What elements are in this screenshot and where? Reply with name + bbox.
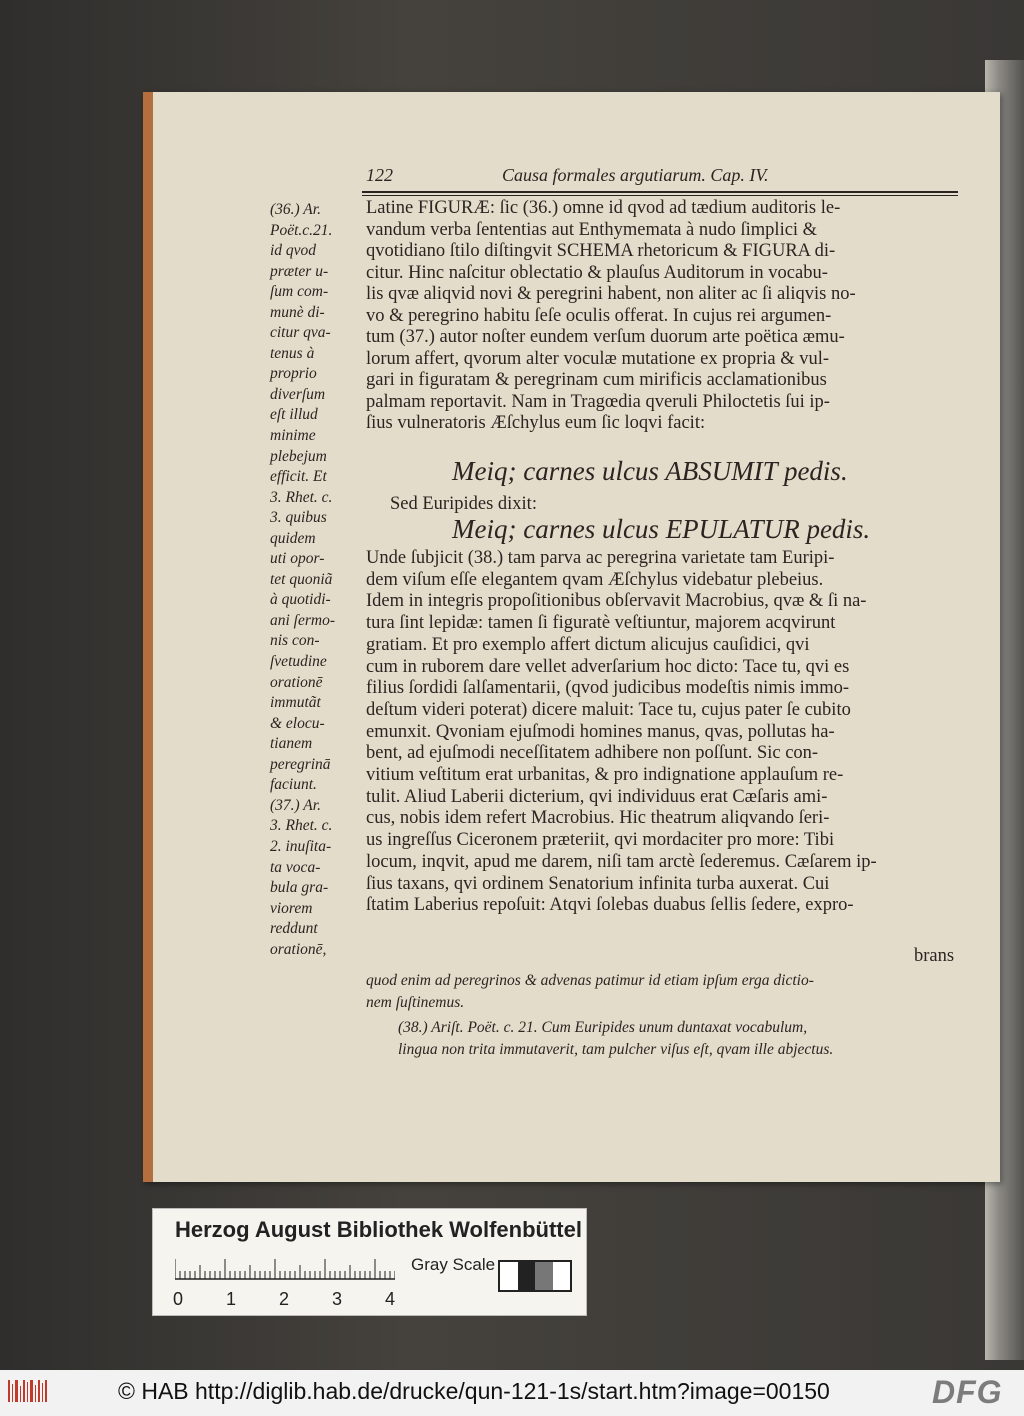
body-line: ſius vulneratoris Æſchylus eum ſic loqvi facit: bbox=[366, 413, 706, 433]
body-line: vandum verba ſententias aut Enthymemata à nudo ſimplici & bbox=[366, 219, 818, 240]
library-card bbox=[152, 1208, 587, 1316]
margin-note-line: diverſum bbox=[270, 385, 326, 403]
ruler-number: 1 bbox=[226, 1289, 237, 1309]
margin-note-line: viorem bbox=[270, 899, 313, 917]
margin-note-line: tenus à bbox=[270, 344, 315, 362]
margin-note-line: immutãt bbox=[270, 694, 321, 712]
body-text-2 bbox=[366, 548, 958, 917]
transition-line: Sed Euripides dixit: bbox=[390, 494, 537, 514]
footnote-line: (38.) Ariſt. Poët. c. 21. Cum Euripides unum duntaxat vocabulum, bbox=[398, 1019, 808, 1036]
body-line: tura ſint lepidæ: tamen ſi figuratè veſtiuntur, majorem acqvirunt bbox=[366, 613, 836, 634]
footnote-line: lingua non trita immutaverit, tam pulcher viſus eſt, qvam ille abjectus. bbox=[398, 1041, 834, 1058]
body-line: us ingreſſus Ciceronem præteriit, qvi mordaciter pro more: Tibi bbox=[366, 830, 835, 851]
margin-note-line: ta voca- bbox=[270, 858, 321, 876]
body-line: locum, inqvit, apud me darem, niſi tam arctè ſederemus. Cæſarem ip- bbox=[366, 851, 877, 872]
footnote-38 bbox=[398, 1017, 990, 1061]
margin-note-line: 2. inuſita- bbox=[270, 837, 332, 855]
margin-note-line: 3. Rhet. c. bbox=[270, 488, 333, 506]
body-line: vitium veſtitum erat urbanitas, & pro indignatione applauſum re- bbox=[366, 765, 844, 786]
margin-note-line: tet quoniã bbox=[270, 570, 333, 588]
margin-note-line: reddunt bbox=[270, 920, 318, 938]
margin-note-line: præter u- bbox=[270, 262, 329, 280]
ruler-number: 4 bbox=[385, 1289, 396, 1309]
quote-1: Meiq; carnes ulcus ABSUMIT pedis. bbox=[452, 456, 848, 486]
margin-note-line: orationē, bbox=[270, 940, 327, 958]
body-line: cus, nobis idem refert Macrobius. Hic theatrum aliqvando ſeri- bbox=[366, 808, 830, 829]
footnote-line: nem ſuſtinemus. bbox=[366, 994, 465, 1011]
margin-note-line: & elocu- bbox=[270, 714, 325, 732]
margin-note-line: munè di- bbox=[270, 303, 325, 321]
body-line: qvotidiano ſtilo diſtingvit SCHEMA rhetoricum & FIGURA di- bbox=[366, 241, 836, 261]
body-line: gari in figuratam & peregrinam cum mirificis acclamationibus bbox=[366, 370, 827, 390]
body-line: tum (37.) autor noſter eundem verſum duorum arte poëtica æmu- bbox=[366, 327, 845, 347]
margin-note-line: plebejum bbox=[270, 447, 327, 465]
ruler-number: 0 bbox=[173, 1289, 184, 1309]
body-line: Unde ſubjicit (38.) tam parva ac peregrina varietate tam Euripi- bbox=[366, 548, 835, 568]
margin-note-line: nis con- bbox=[270, 632, 320, 650]
body-line: ſius taxans, qvi ordinem Senatorium infinita turba auxerat. Cui bbox=[366, 873, 830, 894]
quote-2: Meiq; carnes ulcus EPULATUR pedis. bbox=[452, 514, 871, 544]
margin-note-line: 3. quibus bbox=[270, 509, 327, 527]
barcode-icon bbox=[8, 1378, 48, 1404]
body-line: Idem in integris propoſitionibus obſervavit Macrobius, qvæ & ſi na- bbox=[366, 591, 867, 612]
margin-note-line: peregrinā bbox=[270, 755, 331, 773]
body-line: filius ſordidi ſalſamentarii, (qvod judicibus modeſtis nimis immo- bbox=[366, 678, 850, 699]
margin-note-line: id qvod bbox=[270, 242, 317, 260]
body-line: cum in ruborem dare vellet adverſarium hoc dicto: Tace tu, qvi es bbox=[366, 656, 850, 677]
body-line: dem viſum eſſe elegantem qvam Æſchylus videbatur plebeius. bbox=[366, 569, 824, 590]
page-number: 122 bbox=[366, 165, 393, 185]
body-line: citur. Hinc naſcitur oblectatio & plauſus Auditorum in vocabu- bbox=[366, 262, 828, 283]
margin-note-line: ani ſermo- bbox=[270, 611, 336, 629]
body-line: ſtatim Laberius repoſuit: Atqvi ſolebas duabus ſellis ſedere, expro- bbox=[366, 895, 854, 916]
margin-note-line: Poët.c.21. bbox=[270, 221, 333, 239]
margin-note-line: (37.) Ar. bbox=[270, 796, 321, 814]
margin-note-line: bula gra- bbox=[270, 879, 329, 897]
dfg-logo: DFG bbox=[932, 1374, 1003, 1410]
margin-note-line: à quotidi- bbox=[270, 591, 331, 609]
body-line: bent, ad ejuſmodi neceſſitatem adhibere non poſſunt. Sic con- bbox=[366, 743, 819, 764]
margin-note-line: eſt illud bbox=[270, 406, 318, 424]
ruler-scale bbox=[175, 1257, 395, 1281]
copyright-url: © HAB http://diglib.hab.de/drucke/qun-121-1s/start.htm?image=00150 bbox=[118, 1378, 830, 1404]
header-rule bbox=[362, 191, 958, 193]
body-line: deſtum videri poterat) dicere maluit: Tace tu, cujus pater ſe cubito bbox=[366, 699, 851, 720]
running-head-title: Causa formales argutiarum. Cap. IV. bbox=[502, 165, 769, 185]
gray-scale-label: Gray Scale bbox=[411, 1255, 496, 1274]
body-line: lis qvæ aliqvid novi & peregrini habent, non aliter ac ſi aliqvis no- bbox=[366, 284, 856, 304]
margin-note-line: efficit. Et bbox=[270, 468, 327, 486]
margin-note-line: proprio bbox=[270, 365, 317, 383]
body-line: palmam reportavit. Nam in Tragœdia qveruli Philoctetis ſui ip- bbox=[366, 391, 830, 412]
body-line: gratiam. Et pro exemplo affert dictum alicujus cauſidici, qvi bbox=[366, 634, 810, 655]
library-title: Herzog August Bibliothek Wolfenbüttel bbox=[175, 1217, 582, 1242]
body-line: emunxit. Qvoniam ejuſmodi homines manus, qvas, pollutas ha- bbox=[366, 721, 835, 742]
margin-note-line: faciunt. bbox=[270, 776, 317, 794]
margin-note-line: 3. Rhet. c. bbox=[270, 817, 333, 835]
margin-note-line: citur qva- bbox=[270, 324, 331, 342]
margin-note-line: (36.) Ar. bbox=[270, 201, 321, 218]
margin-note-line: tianem bbox=[270, 735, 313, 753]
ruler-number: 2 bbox=[279, 1289, 290, 1309]
body-line: vo & peregrino habitu ſeſe oculis offerat. In cujus rei argumen- bbox=[366, 305, 832, 326]
footer-bar bbox=[0, 1370, 1024, 1416]
footnote-line: quod enim ad peregrinos & advenas patimur id etiam ipſum erga dictio- bbox=[366, 972, 814, 989]
body-line: Latine FIGURÆ: ſic (36.) omne id qvod ad tædium auditoris le- bbox=[366, 198, 841, 218]
margin-note-line: ſvetudine bbox=[270, 653, 327, 671]
margin-note-line: ſum com- bbox=[270, 283, 329, 301]
body-line: tulit. Aliud Laberii dicterium, qvi individuus erat Cæſaris ami- bbox=[366, 786, 828, 807]
footnote-continuation bbox=[366, 970, 958, 1014]
margin-note-line: quidem bbox=[270, 529, 316, 547]
catchword: brans bbox=[914, 946, 955, 966]
margin-note-line: minime bbox=[270, 427, 316, 445]
gray-scale-swatch bbox=[498, 1260, 572, 1292]
body-line: lorum affert, qvorum alter voculæ mutatione ex propria & vul- bbox=[366, 348, 830, 369]
margin-note-line: orationē bbox=[270, 673, 323, 691]
margin-note-line: uti opor- bbox=[270, 550, 325, 568]
margin-note bbox=[270, 200, 362, 960]
header-rule-thin bbox=[362, 195, 958, 196]
ruler-number: 3 bbox=[332, 1289, 343, 1309]
running-header bbox=[362, 165, 962, 193]
body-text-1 bbox=[366, 198, 958, 435]
